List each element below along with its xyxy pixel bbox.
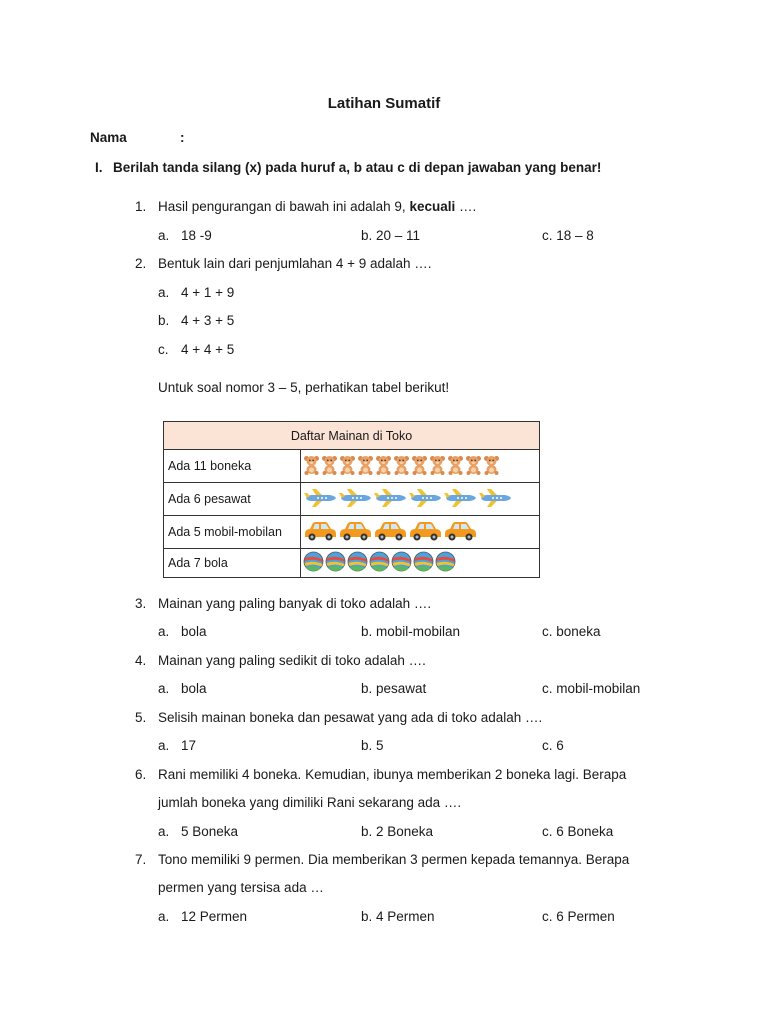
q1-option-c[interactable]: c. 18 – 8 — [542, 228, 594, 243]
question-4-number: 4. — [135, 653, 147, 668]
q6-option-c[interactable]: c. 6 Boneka — [542, 824, 614, 839]
q5-option-a[interactable]: 17 — [181, 738, 197, 753]
teddy-bear-icon — [465, 455, 482, 478]
question-1-number: 1. — [135, 199, 147, 214]
question-3-text: Mainan yang paling banyak di toko adalah …. — [158, 596, 432, 611]
q1-option-b[interactable]: b. 20 – 11 — [361, 228, 421, 243]
question-1-text: Hasil pengurangan di bawah ini adalah 9, kecuali …. — [158, 199, 477, 214]
q3-option-a[interactable]: bola — [181, 624, 207, 639]
toy-car-icon — [408, 520, 442, 545]
teddy-bear-icon — [429, 455, 446, 478]
q2-option-b-letter[interactable]: b. — [158, 313, 170, 328]
ball-icon — [435, 551, 456, 575]
table-header: Daftar Mainan di Toko — [164, 422, 540, 450]
q6-option-a-letter[interactable]: a. — [158, 824, 170, 839]
question-5-text: Selisih mainan boneka dan pesawat yang ada di toko adalah …. — [158, 710, 543, 725]
q4-option-c[interactable]: c. mobil-mobilan — [542, 681, 641, 696]
ball-icon — [391, 551, 412, 575]
question-7-number: 7. — [135, 852, 147, 867]
row-label-bola: Ada 7 bola — [164, 549, 301, 578]
q2-option-c-letter[interactable]: c. — [158, 342, 169, 357]
q6-option-b[interactable]: b. 2 Boneka — [361, 824, 434, 839]
q2-option-c[interactable]: 4 + 4 + 5 — [181, 342, 235, 357]
toy-car-icon — [443, 520, 477, 545]
page-title: Latihan Sumatif — [327, 95, 441, 112]
question-2-number: 2. — [135, 256, 147, 271]
q7-option-a[interactable]: 12 Permen — [181, 909, 248, 924]
teddy-bear-icon — [339, 455, 356, 478]
ball-icon — [413, 551, 434, 575]
teddy-bear-icon — [303, 455, 320, 478]
ball-icon — [303, 551, 324, 575]
airplane-icon — [373, 488, 407, 511]
toy-car-icon — [373, 520, 407, 545]
name-label: Nama — [90, 130, 127, 145]
teddy-bear-icon — [447, 455, 464, 478]
q5-option-b[interactable]: b. 5 — [361, 738, 384, 753]
q5-option-c[interactable]: c. 6 — [542, 738, 564, 753]
q3-option-a-letter[interactable]: a. — [158, 624, 170, 639]
teddy-bear-icon — [411, 455, 428, 478]
section-instruction: Berilah tanda silang (x) pada huruf a, b atau c di depan jawaban yang benar! — [113, 160, 602, 175]
airplane-icon — [443, 488, 477, 511]
airplane-icon — [408, 488, 442, 511]
row-icons-mobil — [301, 516, 540, 549]
question-5-number: 5. — [135, 710, 147, 725]
toy-car-icon — [303, 520, 337, 545]
row-label-pesawat: Ada 6 pesawat — [164, 483, 301, 516]
teddy-bear-icon — [483, 455, 500, 478]
question-2-text: Bentuk lain dari penjumlahan 4 + 9 adalah …. — [158, 256, 432, 271]
toy-table — [163, 421, 540, 578]
row-icons-boneka — [301, 450, 540, 483]
question-7-text-line-2: permen yang tersisa ada … — [158, 880, 324, 895]
question-6-number: 6. — [135, 767, 147, 782]
airplane-icon — [338, 488, 372, 511]
name-colon: : — [180, 130, 185, 145]
airplane-icon — [303, 488, 337, 511]
teddy-bear-icon — [375, 455, 392, 478]
table-intro: Untuk soal nomor 3 – 5, perhatikan tabel berikut! — [158, 380, 450, 395]
q4-option-a[interactable]: bola — [181, 681, 207, 696]
row-icons-pesawat — [301, 483, 540, 516]
q1-option-a-letter[interactable]: a. — [158, 228, 170, 243]
q4-option-b[interactable]: b. pesawat — [361, 681, 427, 696]
airplane-icon — [478, 488, 512, 511]
question-3-number: 3. — [135, 596, 147, 611]
q4-option-a-letter[interactable]: a. — [158, 681, 170, 696]
ball-icon — [325, 551, 346, 575]
q5-option-a-letter[interactable]: a. — [158, 738, 170, 753]
q6-option-a[interactable]: 5 Boneka — [181, 824, 239, 839]
row-label-mobil: Ada 5 mobil-mobilan — [164, 516, 301, 549]
q2-option-a-letter[interactable]: a. — [158, 285, 170, 300]
teddy-bear-icon — [357, 455, 374, 478]
question-6-text-line-1: Rani memiliki 4 boneka. Kemudian, ibunya memberikan 2 boneka lagi. Berapa — [158, 767, 627, 782]
q1-option-a[interactable]: 18 -9 — [181, 228, 212, 243]
toy-car-icon — [338, 520, 372, 545]
question-4-text: Mainan yang paling sedikit di toko adalah …. — [158, 653, 426, 668]
q3-option-b[interactable]: b. mobil-mobilan — [361, 624, 461, 639]
teddy-bear-icon — [321, 455, 338, 478]
q7-option-b[interactable]: b. 4 Permen — [361, 909, 435, 924]
q2-option-a[interactable]: 4 + 1 + 9 — [181, 285, 235, 300]
teddy-bear-icon — [393, 455, 410, 478]
section-number: I. — [95, 160, 103, 175]
row-label-boneka: Ada 11 boneka — [164, 450, 301, 483]
row-icons-bola — [301, 549, 540, 578]
ball-icon — [369, 551, 390, 575]
q7-option-c[interactable]: c. 6 Permen — [542, 909, 615, 924]
q2-option-b[interactable]: 4 + 3 + 5 — [181, 313, 235, 328]
q7-option-a-letter[interactable]: a. — [158, 909, 170, 924]
question-6-text-line-2: jumlah boneka yang dimiliki Rani sekarang ada …. — [158, 795, 462, 810]
q3-option-c[interactable]: c. boneka — [542, 624, 601, 639]
question-7-text-line-1: Tono memiliki 9 permen. Dia memberikan 3 permen kepada temannya. Berapa — [158, 852, 630, 867]
ball-icon — [347, 551, 368, 575]
